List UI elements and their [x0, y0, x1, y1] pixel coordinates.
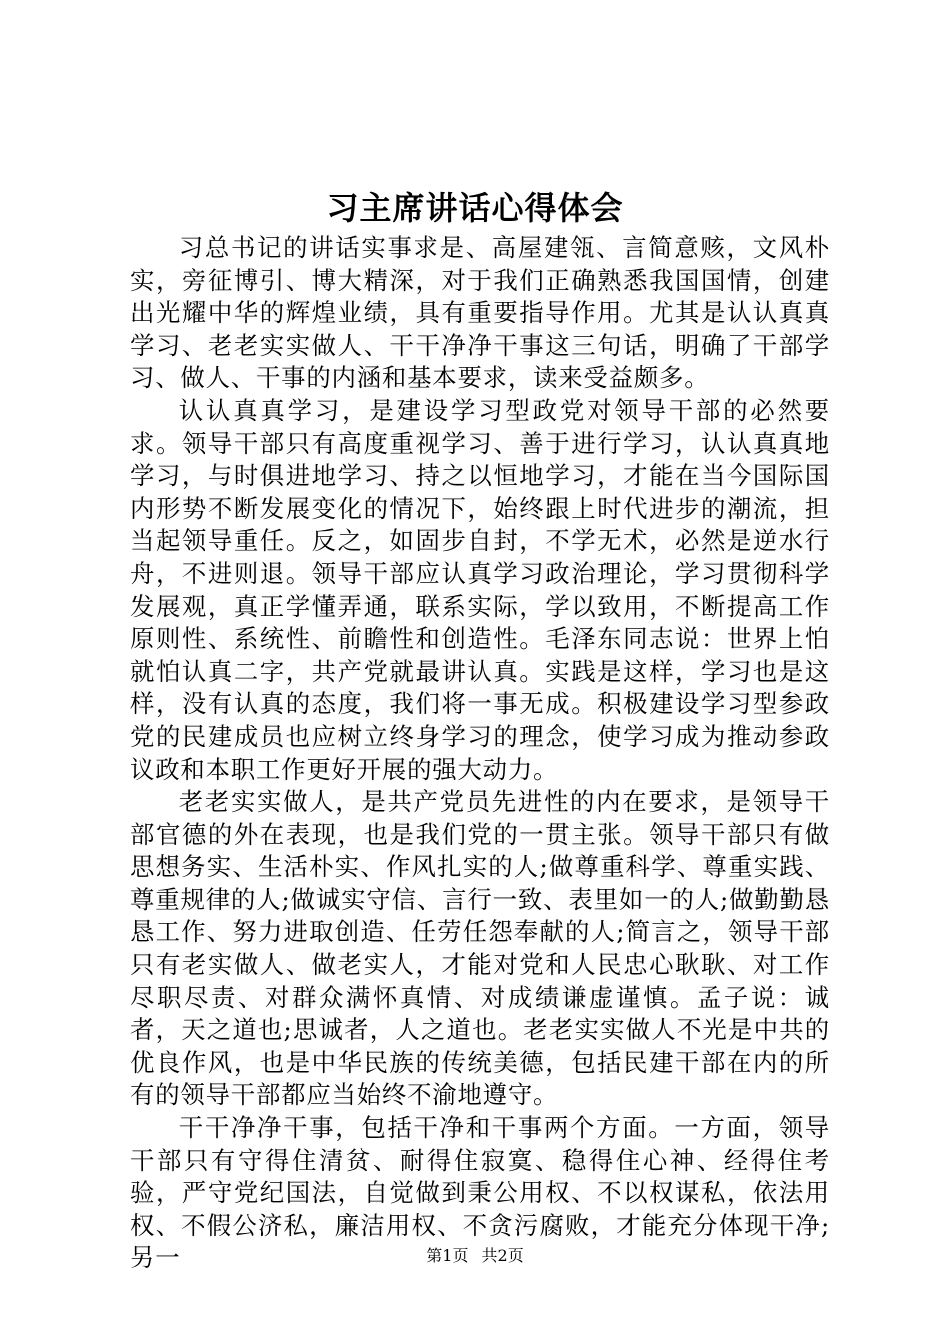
document-body: [130, 232, 830, 1275]
paragraph: 老老实实做人，是共产党员先进性的内在要求，是领导干部官德的外在表现，也是我们党的一贯主张。领导干部只有做思想务实、生活朴实、作风扎实的人;做尊重科学、尊重实践、尊重规律的人;做诚实守信、言行一致、表里如一的人;做勤勤恳恳工作、努力进取创造、任劳任怨奉献的人;简言之，领导干部只有老实做人、做老实人，才能对党和人民忠心耿耿、对工作尽职尽责、对群众满怀真情、对成绩谦虚谨慎。孟子说：诚者，天之道也;思诚者，人之道也。老老实实做人不光是中共的优良作风，也是中华民族的传统美德，包括民建干部在内的所有的领导干部都应当始终不渝地遵守。: [130, 787, 830, 1110]
paragraph: 认认真真学习，是建设学习型政党对领导干部的必然要求。领导干部只有高度重视学习、善于进行学习，认认真真地学习，与时俱进地学习、持之以恒地学习，才能在当今国际国内形势不断发展变化的情况下，始终跟上时代进步的潮流，担当起领导重任。反之，如固步自封，不学无术，必然是逆水行舟，不进则退。领导干部应认真学习政治理论，学习贯彻科学发展观，真正学懂弄通，联系实际，学以致用，不断提高工作原则性、系统性、前瞻性和创造性。毛泽东同志说：世界上怕就怕认真二字，共产党就最讲认真。实践是这样，学习也是这样，没有认真的态度，我们将一事无成。积极建设学习型参政党的民建成员也应树立终身学习的理念，使学习成为推动参政议政和本职工作更好开展的强大动力。: [130, 395, 830, 784]
page-total: 共2页: [481, 1246, 524, 1265]
page-number: 第1页: [426, 1246, 469, 1265]
paragraph: 习总书记的讲话实事求是、高屋建瓴、言简意赅，文风朴实，旁征博引、博大精深，对于我们正确熟悉我国国情，创建出光耀中华的辉煌业绩，具有重要指导作用。尤其是认认真真学习、老老实实做人、干干净净干事这三句话，明确了干部学习、做人、干事的内涵和基本要求，读来受益颇多。: [130, 233, 830, 393]
page-footer: [0, 1244, 950, 1268]
document-title: 习主席讲话心得体会: [326, 189, 624, 227]
paragraph: 干干净净干事，包括干净和干事两个方面。一方面，领导干部只有守得住清贫、耐得住寂寞、稳得住心神、经得住考验，严守党纪国法，自觉做到秉公用权、不以权谋私，依法用权、不假公济私，廉洁用权、不贪污腐败，才能充分体现干净;另一: [130, 1113, 830, 1273]
